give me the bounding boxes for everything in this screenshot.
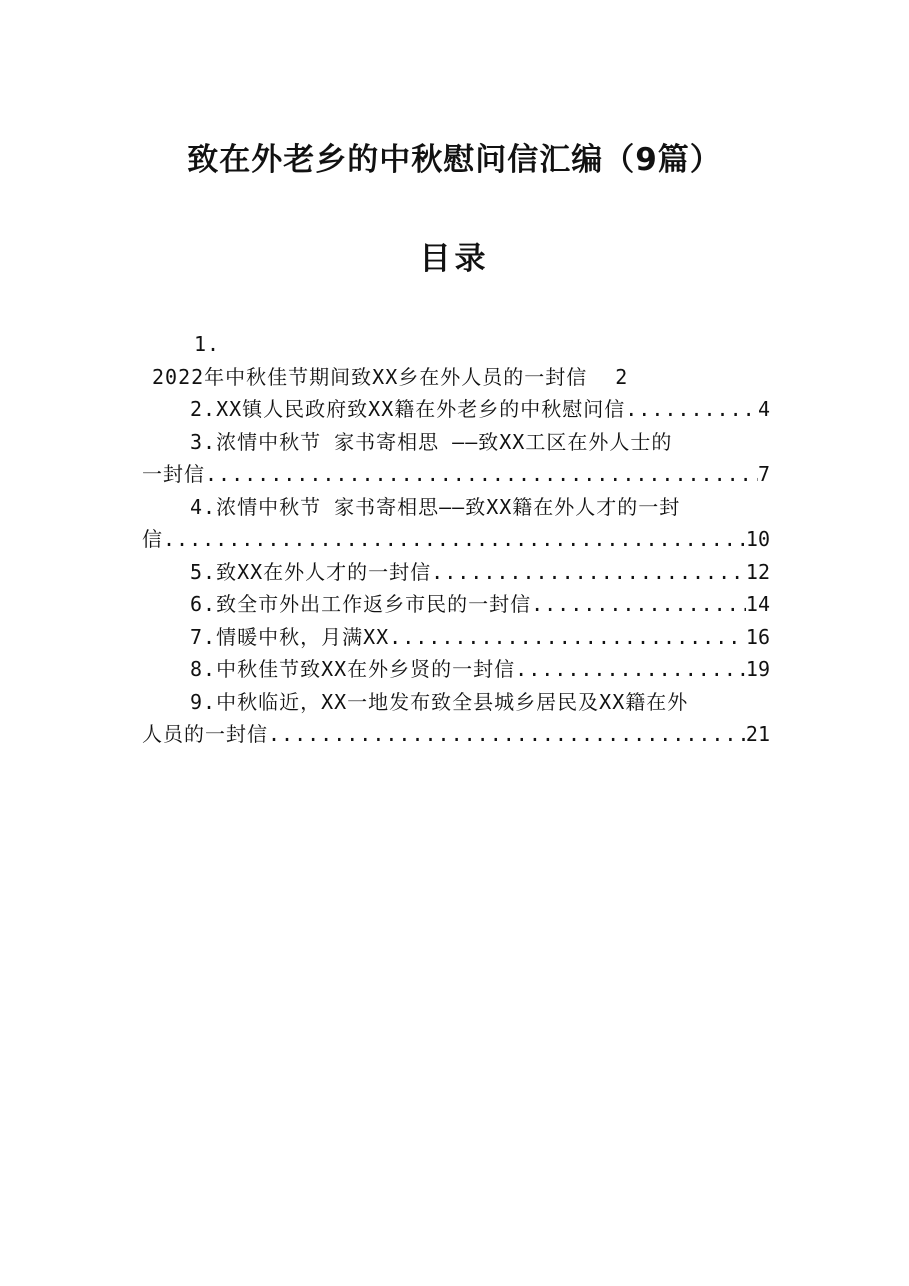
toc-entry-8[interactable] xyxy=(142,653,770,686)
toc-dot-leader xyxy=(163,523,746,556)
toc-entry-text: 6.致全市外出工作返乡市民的一封信 xyxy=(190,592,532,616)
toc-entry-4-line1[interactable] xyxy=(142,491,770,524)
toc-entry-4-line2[interactable] xyxy=(142,523,770,556)
toc-dot-leader xyxy=(531,588,746,621)
toc-entry-page: 12 xyxy=(745,559,770,584)
toc-entry-text: 8.中秋佳节致XX在外乡贤的一封信 xyxy=(190,657,516,681)
toc-entry-5[interactable] xyxy=(142,556,770,589)
toc-heading: 目录 xyxy=(419,241,490,277)
toc-entry-page: 4 xyxy=(757,397,770,421)
toc-entry-page: 14 xyxy=(745,592,770,616)
toc-dot-leader xyxy=(268,718,746,751)
toc-dot-leader xyxy=(389,621,746,654)
toc-dot-leader xyxy=(515,653,746,686)
toc-entry-text: 2.XX镇人民政府致XX籍在外老乡的中秋慰问信 xyxy=(190,397,626,421)
toc-entry-1-number[interactable] xyxy=(142,328,770,361)
toc-entry-text: 4.浓情中秋节 家书寄相思——致XX籍在外人才的一封 xyxy=(190,494,681,519)
document-title: 致在外老乡的中秋慰问信汇编（9篇） xyxy=(187,142,722,178)
toc-entry-1[interactable] xyxy=(142,361,770,394)
toc-entry-text: 2022年中秋佳节期间致XX乡在外人员的一封信 xyxy=(152,364,588,389)
table-of-contents xyxy=(142,328,770,751)
toc-entry-page: 2 xyxy=(615,364,628,389)
toc-entry-text: 7.情暖中秋，月满XX xyxy=(190,624,390,649)
toc-entry-text: 信 xyxy=(142,527,163,551)
toc-entry-page: 19 xyxy=(745,657,770,681)
toc-entry-text: 3.浓情中秋节 家书寄相思 ——致XX工区在外人士的 xyxy=(190,429,673,454)
toc-entry-text: 9.中秋临近，XX一地发布致全县城乡居民及XX籍在外 xyxy=(190,689,689,714)
toc-entry-text: 一封信 xyxy=(142,462,205,486)
toc-entry-text: 人员的一封信 xyxy=(142,722,268,746)
toc-entry-page: 16 xyxy=(745,624,770,649)
toc-entry-page: 7 xyxy=(757,462,770,486)
toc-dot-leader xyxy=(625,393,758,426)
toc-entry-6[interactable] xyxy=(142,588,770,621)
toc-dot-leader xyxy=(205,458,758,491)
toc-entry-9-line2[interactable] xyxy=(142,718,770,751)
toc-dot-leader xyxy=(431,556,746,589)
toc-entry-2[interactable] xyxy=(142,393,770,426)
toc-entry-page: 21 xyxy=(745,722,770,746)
toc-entry-number: 1. xyxy=(194,332,221,356)
toc-entry-text: 5.致XX在外人才的一封信 xyxy=(190,559,432,584)
toc-entry-7[interactable] xyxy=(142,621,770,654)
toc-entry-9-line1[interactable] xyxy=(142,686,770,719)
toc-entry-page: 10 xyxy=(745,527,770,551)
toc-entry-3-line2[interactable] xyxy=(142,458,770,491)
toc-entry-3-line1[interactable] xyxy=(142,426,770,459)
